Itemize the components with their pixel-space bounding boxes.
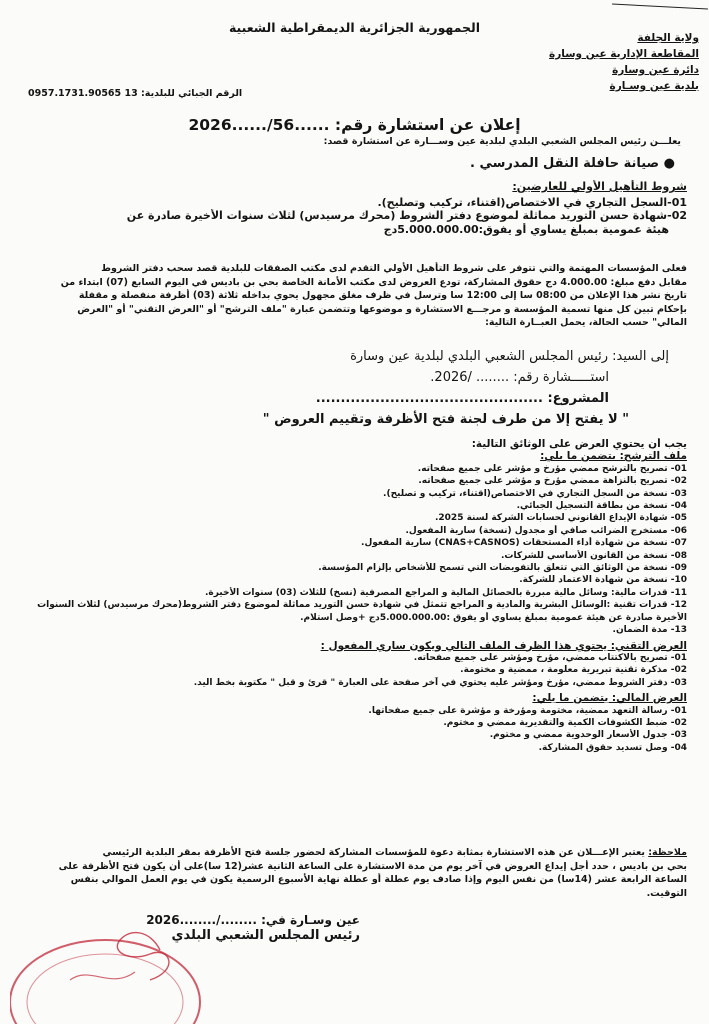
candidacy-item: 12- قدرات تقنية :الوسائل البشرية والمادية و المراجع تتمثل في شهادة حسن التوريد مماثلة لموضوع دفتر الشروط(محرك مرسيدس) لثلاث السنوات <box>37 600 687 611</box>
note-line: بحي بن باديس ، حدد أجل إيداع العروض في آخر يوم من مدة الاستشارة على الساعة الثانية عشر(12 سا)على أن يكون فتح الأظرفة على <box>58 860 687 872</box>
admin-header <box>529 4 699 94</box>
technical-item: 01- تصريح بالاكتتاب ممضي، مؤرخ ومؤشر على جميع صفحاته. <box>413 652 687 663</box>
paragraph-line: بإحكام تبين كل منها تسمية المؤسسة و مرجـــع الاستشارة و موضوعها وتتضمن عبارة "ملف الترشح" أو "العرض التقني" أو "العرض <box>77 303 687 315</box>
signature-block <box>20 912 360 944</box>
financial-item: 03- جدول الأسعار الوحدوية ممضي و مختوم. <box>489 730 687 741</box>
candidacy-item: الأخيرة صادرة عن هيئة عمومية بمبلغ يساوي أو يفوق :5.000.000.00دج +وصل استلام. <box>300 612 687 623</box>
qualification-section <box>19 180 687 236</box>
signature-place-date: عين وسـارة في: ......../........2026 <box>146 913 360 927</box>
announcement-title: إعلان عن استشارة رقم: ......56/......2026 <box>188 116 521 134</box>
note-line: يعتبر الإعـــلان عن هذه الاستشارة بمثابة دعوة للمؤسسات المشاركة لحضور جلسة فتح الأظرفة بمقر البلدية الرئيسي <box>102 847 645 858</box>
envelope-warning: " لا يفتح إلا من طرف لجنة فتح الأظرفة وتقييم العروض " <box>262 412 629 427</box>
candidacy-item: 13- مدة الضمان. <box>612 625 687 636</box>
admin-line: دائرة عين وسارة <box>612 64 699 76</box>
paragraph-line: تاريخ نشر هذا الإعلان من 08:00 سا إلى 12:00 سا وترسل في ظرف مغلق مجهول يحوي بداخله ثلاثة (03) أظرفة منفصلة و مقفلة <box>78 290 687 302</box>
republic-title: الجمهورية الجزائرية الديمقراطية الشعبية <box>228 20 481 35</box>
candidacy-item: 09- نسخة من الوثائق التي تتعلق بالتفويضات التي تسمح للأشخاص بإلزام المؤسسة. <box>318 563 687 574</box>
candidacy-item: 03- نسخة من السجل التجاري في الاختصاص(اقتناء، تركيب و تصليح). <box>383 488 687 499</box>
bullet-icon: ● <box>659 156 675 171</box>
note-section <box>19 846 687 900</box>
candidacy-item: 11- قدرات مالية: وسائل مالية مبررة بالحصائل المالية و المراجع المصرفية (نسخ) للثلاث (03) سنوات الأخيرة. <box>204 587 687 598</box>
candidacy-item: 07- نسخة من شهادة أداء المستحقات (CNAS+CASNOS) سارية المفعول. <box>361 538 687 549</box>
admin-line: ولاية الجلفة <box>637 32 699 44</box>
technical-item: 03- دفتر الشروط ممضي، مؤرخ ومؤشر عليه يحتوي في آخر صفحة على العبارة " قرئ و قبل " مكتوبة بخط اليد. <box>193 677 687 688</box>
financial-item: 02- ضبط الكشوفات الكمية والتقديرية ممضي و مختوم. <box>443 717 687 728</box>
admin-line: بلدية عين وسـارة <box>609 80 699 92</box>
envelope-to: إلى السيد: رئيس المجلس الشعبي البلدي لبلدية عين وسارة <box>350 349 669 364</box>
fiscal-id: الرقم الجبائي للبلدية: 13 0957.1731.90565 <box>28 88 243 99</box>
paragraph-line: المالي" حسب الحالة، يحمل العبــارة التالية: <box>485 317 687 329</box>
paragraph-line: مقابل دفع مبلغ: 4.000.00 دج حقوق المشاركة، تودع العروض لدى مكتب الأمانة الخاصة بحي بن باديس في اليوم السابع (07) ابتداء من <box>60 276 687 288</box>
candidacy-item: 01- تصريح بالترشح ممضي مؤرخ و مؤشر على جميع صفحاته. <box>417 463 687 474</box>
announcement-subject <box>35 156 675 171</box>
note-label: ملاحظة: <box>648 847 687 858</box>
candidacy-item: 08- نسخة من القانون الأساسي للشركات. <box>501 550 687 561</box>
offer-intro: يجب أن يحتوي العرض على الوثائق التالية: <box>471 438 687 450</box>
candidacy-item: 02- تصريح بالنزاهة ممضي مؤرخ و مؤشر على جميع صفحاته. <box>418 476 687 487</box>
financial-title: العرض المالي: يتضمن ما يلي: <box>532 692 687 705</box>
candidacy-item: 06- مستخرج الضرائب صافي أو مجدول (نسخة) سارية المفعول. <box>405 525 687 536</box>
signature-title: رئيس المجلس الشعبي البلدي <box>171 928 360 943</box>
paragraph-line: فعلى المؤسسات المهتمة والتي تتوفر على شروط التأهيل الأولي التقدم لدى مكتب الصفقات للبلدية قصد سحب دفتر الشروط <box>101 263 687 274</box>
financial-item: 04- وصل تسديد حقوق المشاركة. <box>538 742 687 753</box>
documents-section <box>19 438 687 754</box>
envelope-label <box>69 346 669 430</box>
qualification-item: هيئة عمومية بمبلغ يساوي أو يفوق:5.000.000.00دج <box>383 222 669 236</box>
envelope-project: المشروع: .............................................. <box>315 391 609 406</box>
candidacy-title: ملف الترشح: يتضمن ما يلي: <box>540 450 687 463</box>
candidacy-item: 05- شهادة الإيداع القانوني لحسابات الشركة لسنة 2025. <box>434 513 687 524</box>
qualification-title: شروط التأهيل الأولي للعارضين: <box>512 180 687 193</box>
candidacy-item: 10- نسخة من شهادة الاعتماد للشركة. <box>519 575 687 586</box>
announcement-intro: يعلـــن رئيس المجلس الشعبي البلدي لبلدية عين وســـارة عن استشارة قصد: <box>323 136 681 147</box>
technical-title: العرض التقني: يحتوي هذا الظرف الملف التالي ويكون ساري المفعول : <box>320 639 687 652</box>
admin-line: المقاطعة الإدارية عين وسارة <box>549 48 699 60</box>
qualification-item: 02-شهادة حسن التوريد مماثلة لموضوع دفتر الشروط (محرك مرسيدس) لثلاث سنوات الأخيرة صادرة عن <box>126 209 687 223</box>
subject-text: صيانة حافلة النقل المدرسي . <box>470 156 660 171</box>
financial-item: 01- رسالة التعهد ممضية، مختومة ومؤرخة و مؤشرة على جميع صفحاتها. <box>368 705 687 716</box>
note-line: الساعة الرابعة عشر (14سا) من نفس اليوم وإذا صادف يوم عطلة أو عطلة نهاية الأسبوع الرسمية يكون في يوم العمل الموالي بنفس <box>70 874 687 886</box>
candidacy-item: 04- نسخة من بطاقة التسجيل الجبائي. <box>516 501 687 512</box>
technical-item: 02- مذكرة تقنية تبريرية معلومة ، ممضية و مختومة. <box>460 665 687 676</box>
envelope-ref: استـــــشارة رقم: ........ /2026. <box>430 370 609 385</box>
body-paragraph <box>19 262 687 330</box>
qualification-item: 01-السجل التجاري في الاختصاص(اقتناء، تركيب وتصليح). <box>377 195 687 209</box>
note-line: التوقيت. <box>646 887 687 899</box>
